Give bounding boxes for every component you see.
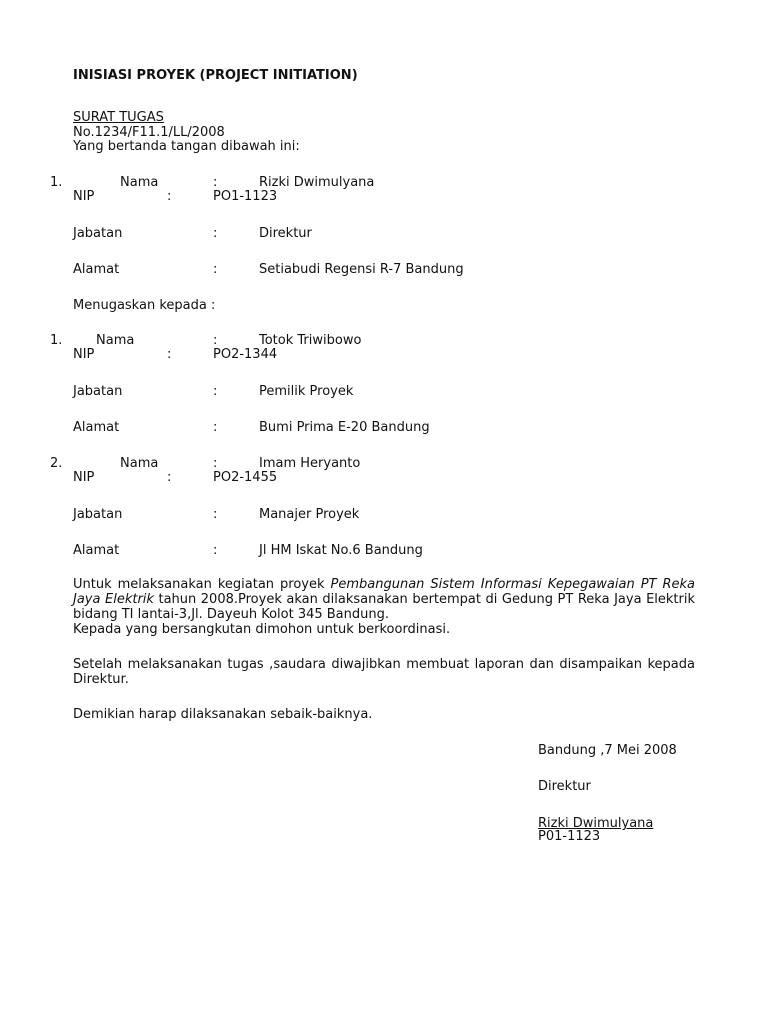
- colon: :: [213, 507, 218, 522]
- assignee-alamat: Bumi Prima E-20 Bandung: [259, 420, 430, 435]
- signatory-name: Rizki Dwimulyana: [538, 816, 654, 831]
- document-title: INISIASI PROYEK (PROJECT INITIATION): [73, 68, 358, 83]
- colon: :: [213, 262, 218, 277]
- assign-label: Menugaskan kepada :: [73, 298, 216, 313]
- letter-heading: SURAT TUGAS: [73, 110, 164, 125]
- signer-jabatan-label: Jabatan: [73, 226, 123, 241]
- signer-alamat-label: Alamat: [73, 262, 120, 277]
- signer-number: 1.: [50, 175, 63, 190]
- colon: :: [213, 333, 218, 348]
- colon: :: [167, 470, 172, 485]
- assignee-name: Imam Heryanto: [259, 456, 361, 471]
- assignee-nip-label: NIP: [73, 347, 95, 362]
- p1-start: Untuk melaksanakan kegiatan proyek: [73, 577, 331, 592]
- colon: :: [213, 384, 218, 399]
- colon: :: [213, 456, 218, 471]
- signer-nip: PO1-1123: [213, 189, 278, 204]
- signer-nip-label: NIP: [73, 189, 95, 204]
- signer-alamat: Setiabudi Regensi R-7 Bandung: [259, 262, 464, 277]
- body-coordination-line: Kepada yang bersangkutan dimohon untuk berkoordinasi.: [73, 622, 451, 637]
- signer-nama-label: Nama: [120, 175, 159, 190]
- assignee-nip-label: NIP: [73, 470, 95, 485]
- body-paragraph-2: Setelah melaksanakan tugas ,saudara diwajibkan membuat laporan dan disampaikan kepada Direktur.: [73, 657, 695, 687]
- assignee-jabatan-label: Jabatan: [73, 507, 123, 522]
- assignee-alamat: Jl HM Iskat No.6 Bandung: [259, 543, 423, 558]
- assignee-alamat-label: Alamat: [73, 543, 120, 558]
- signer-jabatan: Direktur: [259, 226, 312, 241]
- place-date: Bandung ,7 Mei 2008: [538, 743, 677, 758]
- colon: :: [167, 189, 172, 204]
- assignee-nip: PO2-1344: [213, 347, 278, 362]
- body-paragraph-1: [73, 577, 695, 622]
- assignee-number: 1.: [50, 333, 63, 348]
- signer-name: Rizki Dwimulyana: [259, 175, 375, 190]
- assignee-alamat-label: Alamat: [73, 420, 120, 435]
- colon: :: [213, 175, 218, 190]
- colon: :: [213, 420, 218, 435]
- assignee-number: 2.: [50, 456, 63, 471]
- closing-position: Direktur: [538, 779, 591, 794]
- colon: :: [213, 226, 218, 241]
- colon: :: [167, 347, 172, 362]
- assignee-name: Totok Triwibowo: [259, 333, 362, 348]
- project-name: Pembangunan Sistem Informasi Kepegawaian PT Reka Jaya Elektrik: [73, 577, 696, 607]
- assignee-jabatan-label: Jabatan: [73, 384, 123, 399]
- colon: :: [213, 543, 218, 558]
- signatory-id: P01-1123: [538, 829, 601, 844]
- letter-number: No.1234/F11.1/LL/2008: [73, 125, 225, 140]
- p1-end: tahun 2008.Proyek akan dilaksanakan bertempat di Gedung PT Reka Jaya Elektrik bidang TI lantai-3,Jl. Dayeuh Kolot 345 Bandung.: [73, 592, 695, 622]
- body-paragraph-3: Demikian harap dilaksanakan sebaik-baiknya.: [73, 707, 373, 722]
- letter-intro: Yang bertanda tangan dibawah ini:: [73, 139, 300, 154]
- assignee-nip: PO2-1455: [213, 470, 278, 485]
- assignee-nama-label: Nama: [96, 333, 135, 348]
- assignee-jabatan: Manajer Proyek: [259, 507, 360, 522]
- assignee-nama-label: Nama: [120, 456, 159, 471]
- assignee-jabatan: Pemilik Proyek: [259, 384, 354, 399]
